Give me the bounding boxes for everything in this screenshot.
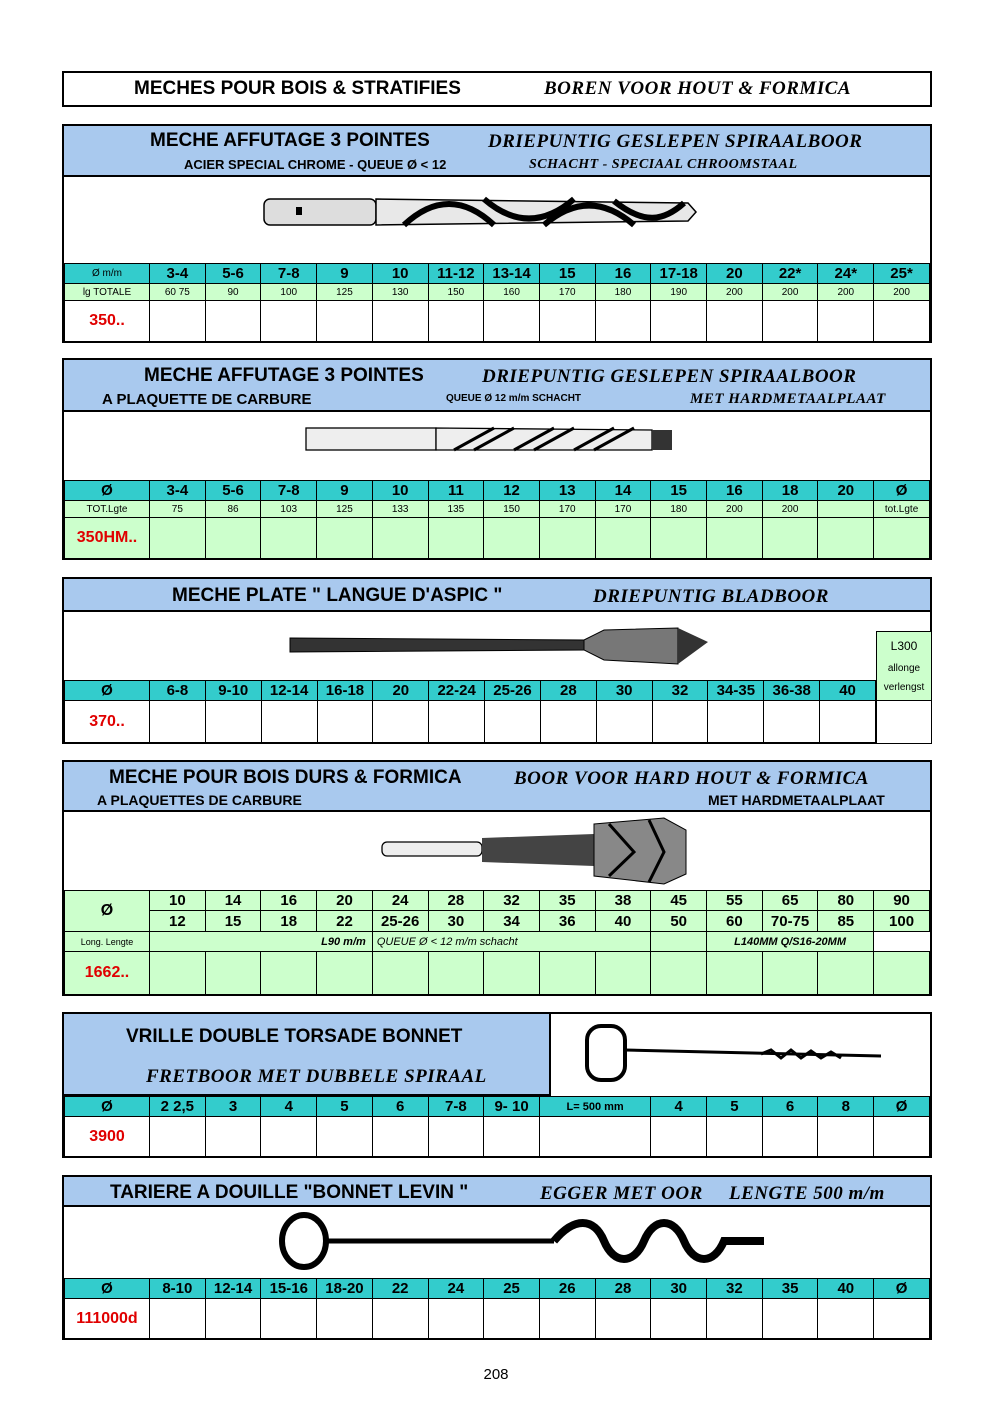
header-cell: 30 [596, 681, 652, 701]
header-cell: 25-26 [485, 681, 541, 701]
order-cell[interactable] [205, 1299, 261, 1339]
header-cell: Ø m/m [65, 264, 150, 284]
order-cell[interactable] [651, 952, 707, 995]
header-cell: 15-16 [261, 1279, 317, 1299]
header-cell: 16-18 [317, 681, 373, 701]
order-cell[interactable] [874, 518, 930, 559]
product-image [551, 1014, 930, 1096]
header-cell: 34-35 [708, 681, 764, 701]
length-cell: 150 [428, 284, 484, 301]
order-cell[interactable] [150, 1299, 206, 1339]
section-gimlet [62, 1012, 932, 1158]
section-header [64, 762, 930, 812]
product-image [64, 1207, 930, 1278]
subtitle-nl: MET HARDMETAALPLAAT [690, 391, 886, 407]
length-cell: 133 [372, 501, 428, 518]
order-cell[interactable] [317, 518, 373, 559]
order-cell[interactable] [205, 701, 261, 743]
section-header [64, 1177, 930, 1207]
length-cell: 86 [205, 501, 261, 518]
header-cell: 4 [651, 1097, 707, 1117]
order-cell[interactable] [372, 952, 428, 995]
header-cell: 3-4 [150, 481, 206, 501]
size-from: 65 [762, 891, 818, 911]
header-cell: 18 [762, 481, 818, 501]
diameter-label: Ø [65, 891, 150, 932]
length-cell: 200 [818, 284, 874, 301]
header-cell: 22-24 [429, 681, 485, 701]
length-cell: 100 [261, 284, 317, 301]
order-cell[interactable] [596, 701, 652, 743]
subtitle-nl: SCHACHT - SPECIAAL CHROOMSTAAL [529, 157, 798, 172]
article-code: 350.. [65, 301, 150, 342]
header-cell: 17-18 [651, 264, 707, 284]
section-header [64, 126, 930, 177]
header-cell: 7-8 [428, 1097, 484, 1117]
subtitle-nl: MET HARDMETAALPLAAT [708, 792, 885, 808]
order-cell[interactable] [150, 952, 206, 995]
size-to: 50 [651, 911, 707, 932]
order-cell[interactable] [762, 1117, 818, 1157]
order-cell[interactable] [428, 952, 484, 995]
header-cell: 9 [317, 481, 373, 501]
length-cell: 125 [317, 501, 373, 518]
section-auger [62, 1175, 932, 1340]
header-cell: 5 [317, 1097, 373, 1117]
header-cell: 7-8 [261, 264, 317, 284]
order-cell[interactable] [205, 952, 261, 995]
carbide-drill-icon [64, 412, 930, 480]
order-cell[interactable] [708, 701, 764, 743]
order-cell[interactable] [428, 301, 484, 342]
header-cell: 2 2,5 [150, 1097, 206, 1117]
header-cell: Ø [874, 1097, 930, 1117]
header-cell: 40 [820, 681, 876, 701]
section-header [64, 1014, 551, 1096]
size-to: 34 [484, 911, 540, 932]
length-cell: 103 [261, 501, 317, 518]
header-cell: 9- 10 [484, 1097, 540, 1117]
order-cell[interactable] [539, 1117, 650, 1157]
order-cell[interactable] [651, 1117, 707, 1157]
article-code: 370.. [65, 701, 150, 743]
title-fr: MECHE POUR BOIS DURS & FORMICA [109, 767, 462, 788]
size-table [64, 890, 930, 995]
length-cell: 170 [539, 284, 595, 301]
order-cell[interactable] [539, 518, 595, 559]
section-hardwood-bit [62, 760, 932, 996]
header-cell: Ø [874, 481, 930, 501]
title-fr: VRILLE DOUBLE TORSADE BONNET [126, 1026, 463, 1047]
header-cell: 8 [818, 1097, 874, 1117]
section-header [64, 360, 930, 412]
header-cell: 25 [484, 1279, 540, 1299]
order-cell[interactable] [484, 952, 540, 995]
size-to: 40 [595, 911, 651, 932]
header-cell: 40 [818, 1279, 874, 1299]
size-to: 60 [707, 911, 763, 932]
header-cell: 5-6 [205, 481, 261, 501]
subtitle-fr: A PLAQUETTES DE CARBURE [97, 792, 302, 808]
header-cell: 35 [762, 1279, 818, 1299]
order-cell[interactable] [317, 701, 373, 743]
order-cell[interactable] [261, 952, 317, 995]
order-cell[interactable] [372, 301, 428, 342]
subtitle-shank: QUEUE Ø 12 m/m SCHACHT [446, 393, 582, 404]
section-header [64, 579, 930, 612]
header-cell: 12-14 [261, 681, 317, 701]
size-to: 18 [261, 911, 317, 932]
product-image [64, 412, 930, 480]
order-cell[interactable] [540, 701, 596, 743]
order-cell[interactable] [150, 1117, 206, 1157]
title-nl: FRETBOOR MET DUBBELE SPIRAAL [146, 1066, 487, 1087]
size-from: 16 [261, 891, 317, 911]
header-cell: 3 [205, 1097, 261, 1117]
title-fr: MECHE AFFUTAGE 3 POINTES [150, 130, 430, 151]
order-cell[interactable] [762, 518, 818, 559]
section-flat-spade-bit [62, 577, 932, 744]
length-cell: lg TOTALE [65, 284, 150, 301]
shank-note: QUEUE Ø < 12 m/m schacht [372, 932, 651, 952]
title-nl: DRIEPUNTIG GESLEPEN SPIRAALBOOR [482, 366, 857, 387]
order-cell[interactable] [484, 518, 540, 559]
order-cell[interactable] [818, 1117, 874, 1157]
order-cell[interactable] [874, 1117, 930, 1157]
order-cell[interactable] [317, 952, 373, 995]
note-line: L300 [890, 639, 918, 653]
order-cell[interactable] [428, 1117, 484, 1157]
length-cell: TOT.Lgte [65, 501, 150, 518]
order-cell[interactable] [373, 701, 429, 743]
section-carbide-3-point-drill [62, 358, 932, 560]
header-cell: 3-4 [150, 264, 206, 284]
order-cell[interactable] [150, 301, 206, 342]
header-cell: 4 [261, 1097, 317, 1117]
order-cell[interactable] [707, 1117, 763, 1157]
order-cell[interactable] [261, 1299, 317, 1339]
order-cell[interactable] [261, 701, 317, 743]
header-cell: 5-6 [205, 264, 261, 284]
title-nl: DRIEPUNTIG BLADBOOR [593, 586, 829, 607]
title-fr: MECHE PLATE " LANGUE D'ASPIC " [172, 585, 503, 606]
header-cell: 26 [539, 1279, 595, 1299]
header-cell: 11 [428, 481, 484, 501]
length-cell: 180 [651, 501, 707, 518]
extension-note [876, 631, 931, 704]
order-cell[interactable] [764, 701, 820, 743]
order-cell[interactable] [428, 1299, 484, 1339]
article-code: 350HM.. [65, 518, 150, 559]
size-from: 38 [595, 891, 651, 911]
page-title-fr: MECHES POUR BOIS & STRATIFIES [134, 78, 461, 99]
header-cell: 12 [484, 481, 540, 501]
order-cell[interactable] [485, 701, 541, 743]
size-to: 100 [874, 911, 930, 932]
product-image [64, 812, 930, 890]
subtitle-fr: ACIER SPECIAL CHROME - QUEUE Ø < 12 [184, 157, 447, 172]
header-cell: Ø [65, 1279, 150, 1299]
length-cell: 75 [150, 501, 206, 518]
order-cell[interactable] [651, 301, 707, 342]
header-cell: 18-20 [317, 1279, 373, 1299]
order-cell[interactable] [484, 1299, 540, 1339]
order-cell[interactable] [651, 1299, 707, 1339]
order-cell[interactable] [539, 952, 595, 995]
size-to: 70-75 [762, 911, 818, 932]
order-cell[interactable] [205, 301, 261, 342]
order-cell[interactable] [707, 301, 763, 342]
length-cell: 125 [317, 284, 373, 301]
order-cell[interactable] [595, 1299, 651, 1339]
size-from: 45 [651, 891, 707, 911]
length-cell: 135 [428, 501, 484, 518]
size-from: 20 [317, 891, 373, 911]
header-cell: 15 [539, 264, 595, 284]
header-cell: 28 [595, 1279, 651, 1299]
length-cell: 200 [707, 501, 763, 518]
length-cell: 130 [372, 284, 428, 301]
length-cell: 200 [762, 501, 818, 518]
header-cell: 6 [372, 1097, 428, 1117]
size-from: 24 [372, 891, 428, 911]
header-cell: 6 [762, 1097, 818, 1117]
size-to: 30 [428, 911, 484, 932]
header-cell: 15 [651, 481, 707, 501]
header-cell: 6-8 [150, 681, 206, 701]
size-from: 10 [150, 891, 206, 911]
order-cell[interactable] [317, 1299, 373, 1339]
order-cell[interactable] [595, 952, 651, 995]
product-image [64, 177, 930, 263]
header-cell: 24 [428, 1279, 484, 1299]
length-cell: tot.Lgte [874, 501, 930, 518]
length-cell: 170 [539, 501, 595, 518]
order-cell[interactable] [707, 1299, 763, 1339]
order-cell[interactable] [372, 518, 428, 559]
header-cell: 8-10 [150, 1279, 206, 1299]
order-cell[interactable] [428, 518, 484, 559]
length-cell [818, 501, 874, 518]
header-cell: 16 [595, 264, 651, 284]
forstner-bit-icon [64, 812, 930, 890]
header-cell: 14 [595, 481, 651, 501]
title-nl: BOOR VOOR HARD HOUT & FORMICA [514, 768, 869, 789]
header-cell: 28 [540, 681, 596, 701]
order-cell[interactable] [429, 701, 485, 743]
length-cell: 200 [874, 284, 930, 301]
header-cell: 7-8 [261, 481, 317, 501]
page-title-nl: BOREN VOOR HOUT & FORMICA [544, 78, 852, 99]
order-cell[interactable] [876, 700, 931, 743]
order-cell[interactable] [762, 1299, 818, 1339]
order-cell[interactable] [261, 301, 317, 342]
header-cell: 13 [539, 481, 595, 501]
size-from: 28 [428, 891, 484, 911]
article-code: 3900 [65, 1117, 150, 1157]
size-table [64, 1278, 930, 1339]
order-cell[interactable] [150, 701, 206, 743]
header-cell: 22* [762, 264, 818, 284]
order-cell[interactable] [317, 1117, 373, 1157]
note-line: allonge [887, 663, 921, 674]
order-cell[interactable] [539, 301, 595, 342]
order-cell[interactable] [707, 952, 763, 995]
header-cell: 32 [652, 681, 708, 701]
order-cell[interactable] [539, 1299, 595, 1339]
order-cell[interactable] [651, 518, 707, 559]
header-cell: 10 [372, 264, 428, 284]
order-cell[interactable] [595, 301, 651, 342]
note-line: verlengst [883, 682, 925, 693]
size-from: 32 [484, 891, 540, 911]
size-from: 80 [818, 891, 874, 911]
order-cell[interactable] [150, 518, 206, 559]
order-cell[interactable] [261, 1117, 317, 1157]
order-cell[interactable] [874, 301, 930, 342]
length-cell: 200 [707, 284, 763, 301]
spiral-drill-icon [64, 177, 930, 263]
title-nl: EGGER MET OOR LENGTE 500 m/m [540, 1183, 885, 1204]
length-label: Long. Lengte [65, 932, 150, 952]
header-cell: Ø [65, 681, 150, 701]
order-cell[interactable] [707, 518, 763, 559]
size-from: 35 [539, 891, 595, 911]
length-cell: 60 75 [150, 284, 206, 301]
order-cell[interactable] [818, 1299, 874, 1339]
size-table [64, 263, 930, 342]
title-nl: DRIEPUNTIG GESLEPEN SPIRAALBOOR [488, 131, 863, 152]
order-cell[interactable] [484, 1117, 540, 1157]
length-cell: 170 [595, 501, 651, 518]
size-from: 55 [707, 891, 763, 911]
order-cell[interactable] [317, 301, 373, 342]
subtitle-fr: A PLAQUETTE DE CARBURE [102, 391, 312, 408]
header-cell: Ø [65, 1097, 150, 1117]
size-to: 36 [539, 911, 595, 932]
header-cell: 5 [707, 1097, 763, 1117]
order-cell[interactable] [261, 518, 317, 559]
order-cell[interactable] [372, 1117, 428, 1157]
header-cell: 32 [707, 1279, 763, 1299]
header-cell: 20 [818, 481, 874, 501]
section-3-point-drill [62, 124, 932, 343]
length-cell: 190 [651, 284, 707, 301]
length-cell: 150 [484, 501, 540, 518]
length-cell: 180 [595, 284, 651, 301]
order-cell[interactable] [652, 701, 708, 743]
size-table [64, 680, 876, 743]
header-cell: 20 [373, 681, 429, 701]
size-table [64, 480, 930, 559]
article-code: 111000d [65, 1299, 150, 1339]
header-cell: 30 [651, 1279, 707, 1299]
size-to: 85 [818, 911, 874, 932]
gimlet-icon [551, 1014, 930, 1096]
page-title [62, 71, 932, 107]
size-to: 15 [205, 911, 261, 932]
length-long: L140MM Q/S16-20MM [707, 932, 874, 952]
article-code: 1662.. [65, 952, 150, 995]
order-cell[interactable] [874, 952, 930, 995]
order-cell[interactable] [818, 301, 874, 342]
order-cell[interactable] [818, 518, 874, 559]
header-cell: 13-14 [484, 264, 540, 284]
size-from: 14 [205, 891, 261, 911]
header-cell: 11-12 [428, 264, 484, 284]
length-note: L= 500 mm [539, 1097, 650, 1117]
title-fr: TARIERE A DOUILLE "BONNET LEVIN " [110, 1182, 469, 1203]
order-cell[interactable] [484, 301, 540, 342]
size-to: 25-26 [372, 911, 428, 932]
header-cell: 10 [372, 481, 428, 501]
header-cell: 24* [818, 264, 874, 284]
auger-icon [64, 1207, 930, 1278]
header-cell: Ø [874, 1279, 930, 1299]
header-cell: 20 [707, 264, 763, 284]
title-fr: MECHE AFFUTAGE 3 POINTES [144, 365, 424, 386]
spade-bit-icon [64, 612, 930, 680]
header-cell: Ø [65, 481, 150, 501]
order-cell[interactable] [205, 1117, 261, 1157]
length-short: L90 m/m [150, 932, 373, 952]
order-cell[interactable] [818, 952, 874, 995]
size-to: 12 [150, 911, 206, 932]
length-cell: 160 [484, 284, 540, 301]
order-cell[interactable] [595, 518, 651, 559]
header-cell: 9 [317, 264, 373, 284]
order-cell[interactable] [762, 301, 818, 342]
header-cell: 36-38 [764, 681, 820, 701]
size-table [64, 1096, 930, 1157]
size-to: 22 [317, 911, 373, 932]
page-number: 208 [483, 1366, 509, 1383]
length-cell: 90 [205, 284, 261, 301]
order-cell[interactable] [372, 1299, 428, 1339]
header-cell: 16 [707, 481, 763, 501]
order-cell[interactable] [874, 1299, 930, 1339]
order-cell[interactable] [205, 518, 261, 559]
order-cell[interactable] [762, 952, 818, 995]
header-cell: 9-10 [205, 681, 261, 701]
length-cell: 200 [762, 284, 818, 301]
header-cell: 12-14 [205, 1279, 261, 1299]
order-cell[interactable] [820, 701, 876, 743]
size-from: 90 [874, 891, 930, 911]
header-cell: 25* [874, 264, 930, 284]
header-cell: 22 [372, 1279, 428, 1299]
